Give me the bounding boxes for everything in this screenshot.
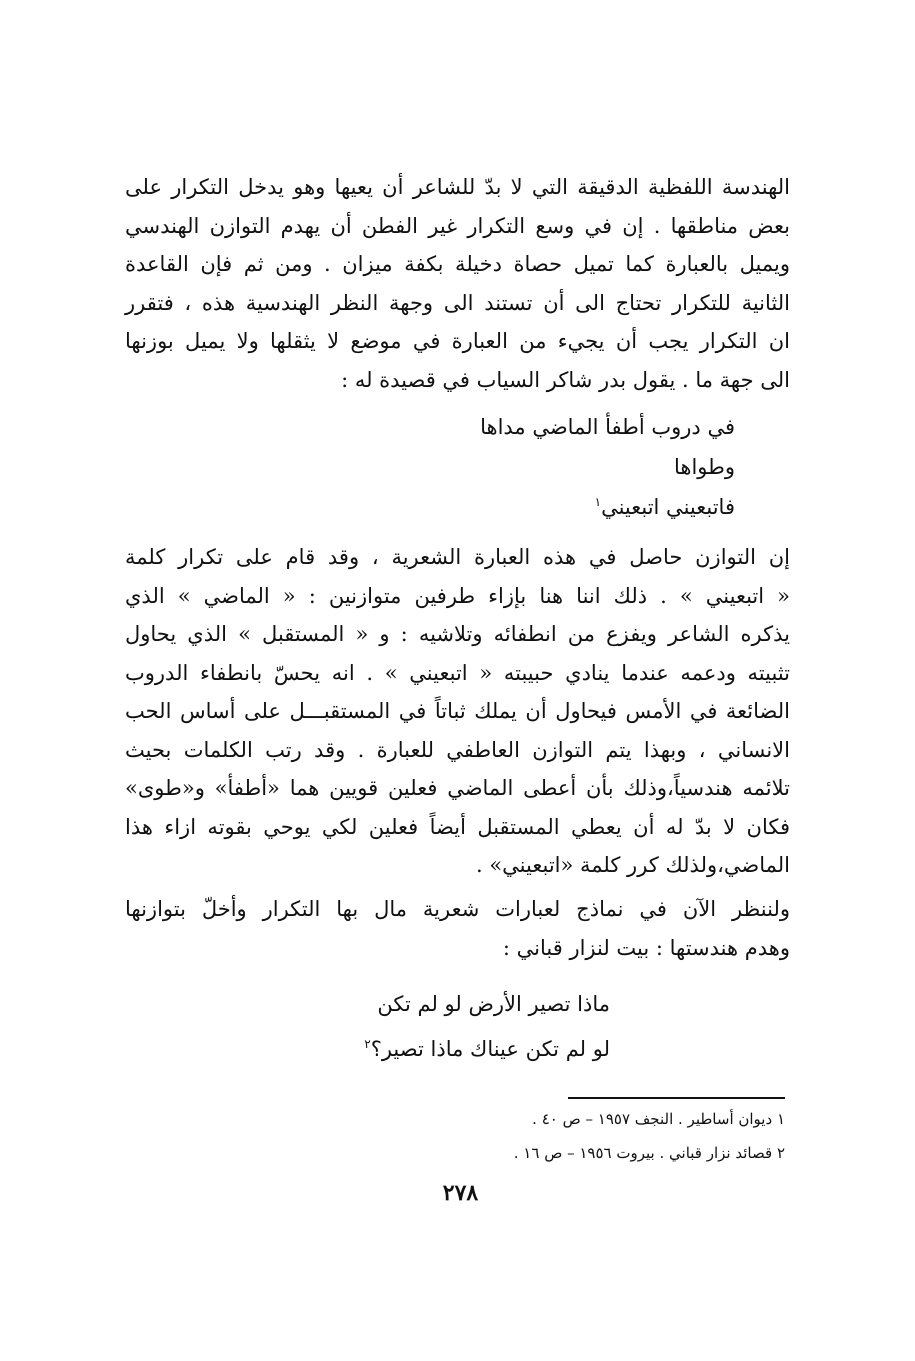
text-line: الانساني ، وبهذا يتم التوازن العاطفي للعبارة . وقد رتب الكلمات بحيث <box>125 737 790 762</box>
text-line: تلائمه هندسياً،وذلك بأن أعطى الماضي فعلين قويين هما «أطفأ» و«طوى» <box>125 776 790 800</box>
paragraph-1 <box>125 168 790 399</box>
poem-verse-with-footnote <box>364 1027 610 1072</box>
text-line: ولننظر الآن في نماذج لعبارات شعرية مال بها التكرار وأخلّ بتوازنها <box>125 897 790 921</box>
footnote-mark: ٢ <box>364 1037 371 1051</box>
poem-verse: في دروب أطفأ الماضي مداها <box>480 415 735 439</box>
paragraph-2 <box>125 538 790 885</box>
page-number: ٢٧٨ <box>442 1180 479 1206</box>
poem-verse: ماذا تصير الأرض لو لم تكن <box>377 992 610 1016</box>
text-line: ويميل بالعبارة كما تميل حصاة دخيلة بكفة ميزان . ومن ثم فإن القاعدة <box>125 252 790 276</box>
poem-verse-text: لو لم تكن عيناك ماذا تصير؟ <box>370 1037 610 1061</box>
text-line: يذكره الشاعر ويفزع من انطفائه وتلاشيه : و « المستقبل » الذي يحاول <box>125 622 790 646</box>
text-line: إن التوازن حاصل في هذه العبارة الشعرية ، وقد قام على تكرار كلمة <box>125 545 790 569</box>
text-line: ان التكرار يجب أن يجيء من العبارة في موضع لا يثقلها ولا يميل بوزنها <box>125 329 790 353</box>
text-line: فكان لا بدّ له أن يعطي المستقبل أيضاً فعلين لكي يوحي بقوته ازاء هذا <box>125 814 790 839</box>
poem-verse: وطواها <box>673 455 735 479</box>
text-line: « اتبعيني » . ذلك اننا هنا بإزاء طرفين متوازنين : « الماضي » الذي <box>125 583 790 608</box>
text-line: وهدم هندستها : بيت لنزار قباني : <box>502 935 790 960</box>
footnote-1: ١ ديوان أساطير . النجف ١٩٥٧ – ص ٤٠ . <box>532 1110 785 1128</box>
footnote-2: ٢ قصائد نزار قباني . بيروت ١٩٥٦ – ص ١٦ . <box>513 1144 785 1162</box>
text-line: الثانية للتكرار تحتاج الى أن تستند الى وجهة النظر الهندسية هذه ، فتقرر <box>125 290 790 315</box>
text-line: تثبيته ودعمه عندما ينادي حبيبته « اتبعيني » . انه يحسّ بانطفاء الدروب <box>125 660 790 685</box>
text-line: بعض مناطقها . إن في وسع التكرار غير الفطن أن يهدم التوازن الهندسي <box>125 213 790 238</box>
paragraph-3 <box>125 890 790 967</box>
text-line: الضائعة في الأمس فيحاول أن يملك ثباتاً في المستقبـــل على أساس الحب <box>125 699 790 723</box>
footnote-mark: ١ <box>594 495 602 509</box>
poem-verse-text: فاتبعيني اتبعيني <box>601 495 735 519</box>
text-line: الماضي،ولذلك كرر كلمة «اتبعيني» . <box>475 853 790 877</box>
poem-verse-with-footnote <box>480 487 735 527</box>
poem-quote-1 <box>480 407 735 527</box>
text-line: الهندسة اللفظية الدقيقة التي لا بدّ للشاعر أن يعيها وهو يدخل التكرار على <box>125 175 790 199</box>
poem-quote-2 <box>364 982 610 1072</box>
footnotes <box>514 1102 785 1170</box>
footnote-divider <box>568 1097 785 1099</box>
text-line: الى جهة ما . يقول بدر شاكر السياب في قصيدة له : <box>341 367 790 392</box>
